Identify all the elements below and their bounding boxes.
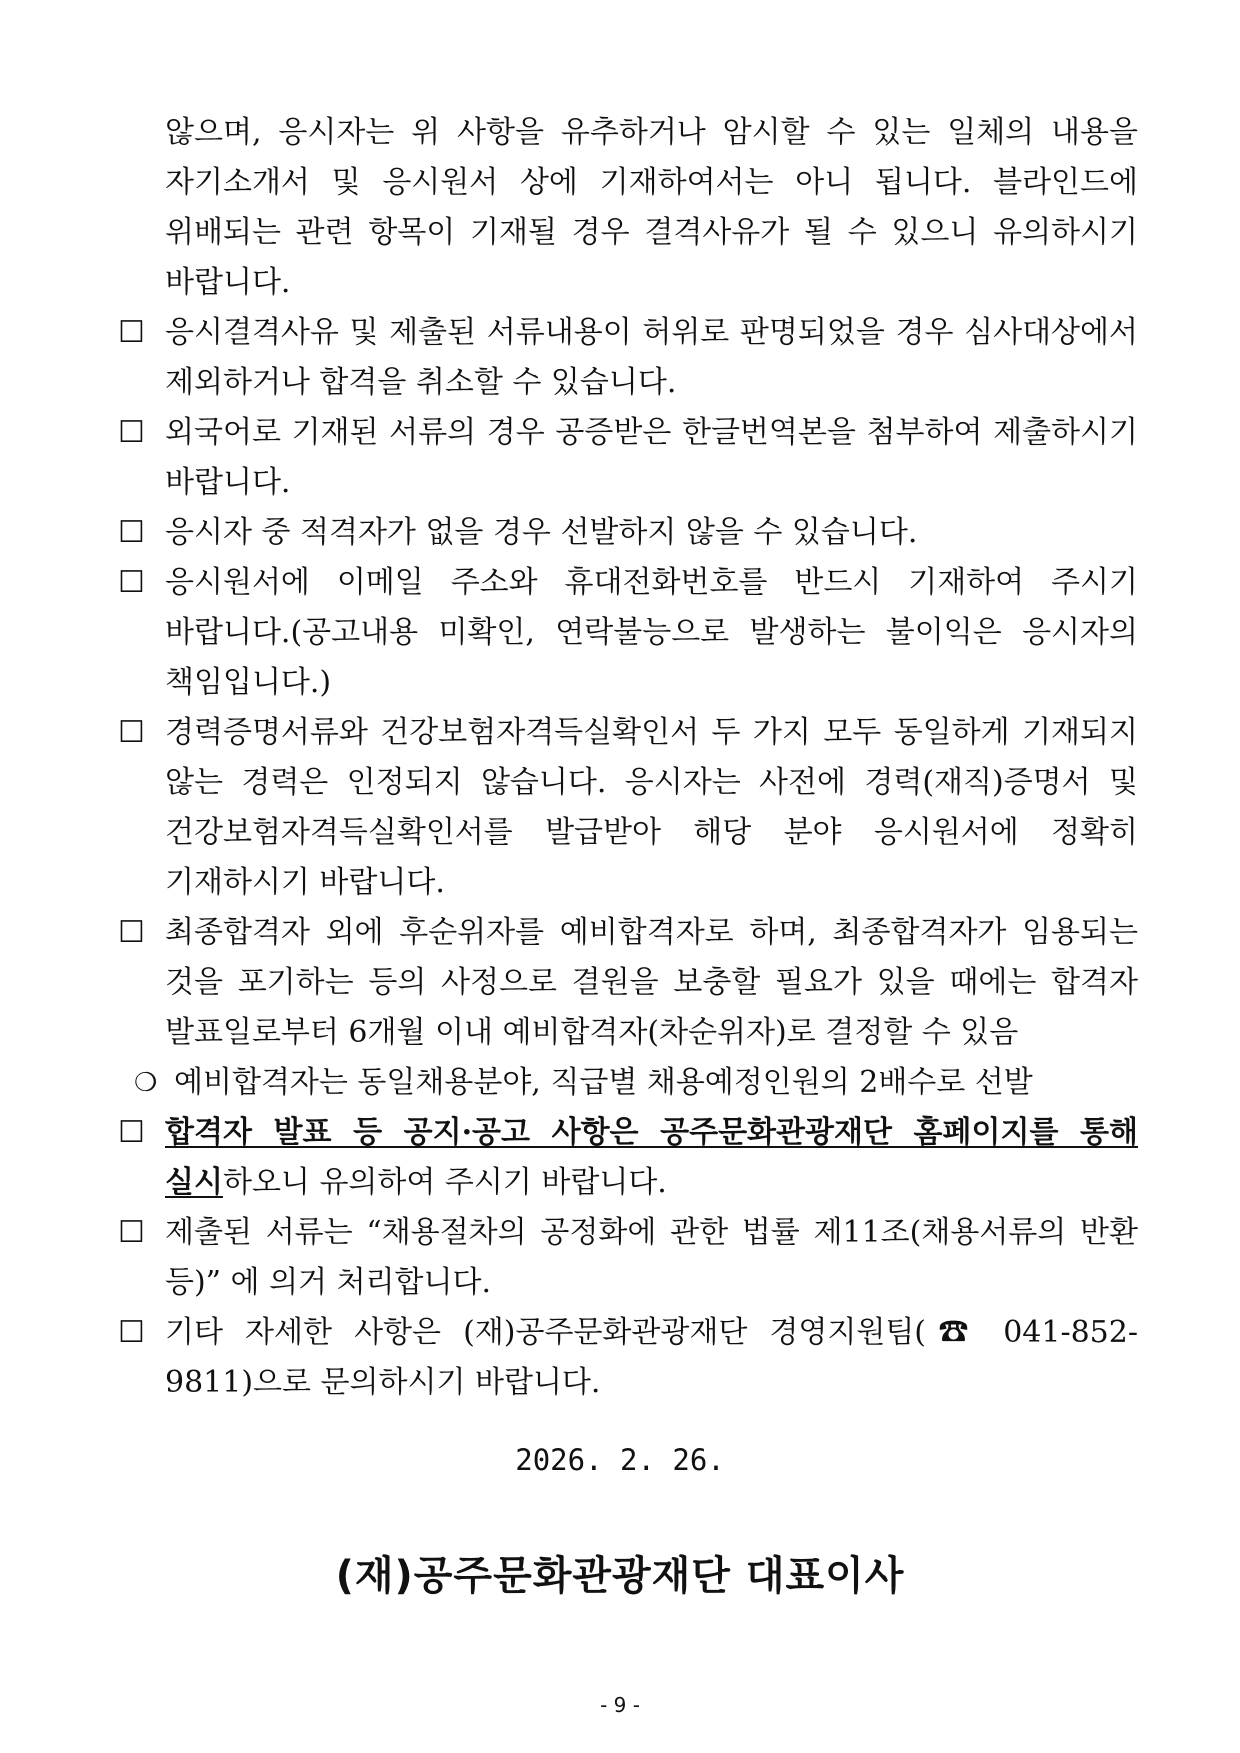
announcement-date: 2026. 2. 26. [515, 1443, 725, 1477]
notice-item [118, 1108, 1138, 1208]
circle-bullet-icon: ❍ [134, 1068, 158, 1098]
notice-item-rest-text: 하오니 유의하여 주시기 바랍니다. [222, 1165, 667, 1200]
notice-item-text: 응시결격사유 및 제출된 서류내용이 허위로 판명되었을 경우 심사대상에서 제외하거나 합격을 취소할 수 있습니다. [165, 315, 1138, 400]
notice-item-text: 외국어로 기재된 서류의 경우 공증받은 한글번역본을 첨부하여 제출하시기 바랍니다. [165, 415, 1138, 500]
page-number: - 9 - [600, 1693, 640, 1717]
checkbox-bullet-icon: ☐ [118, 915, 145, 950]
checkbox-bullet-icon: ☐ [118, 315, 145, 350]
notice-item-text: 최종합격자 외에 후순위자를 예비합격자로 하며, 최종합격자가 임용되는 것을 포기하는 등의 사정으로 결원을 보충할 필요가 있을 때에는 합격자 발표일로부터 6개월 이내 예비합격자(차순위자)로 결정할 수 있음 [165, 915, 1138, 1050]
checkbox-bullet-icon: ☐ [118, 1315, 145, 1350]
notice-item [118, 1208, 1138, 1308]
notice-sub-item [134, 1058, 1134, 1108]
notice-item-text: 제출된 서류는 “채용절차의 공정화에 관한 법률 제11조(채용서류의 반환 등)” 에 의거 처리합니다. [165, 1215, 1138, 1300]
checkbox-bullet-icon: ☐ [118, 565, 145, 600]
notice-item [118, 308, 1138, 408]
notice-item-text [165, 1108, 1138, 1208]
checkbox-bullet-icon: ☐ [118, 415, 145, 450]
continuation-paragraph [118, 108, 1138, 308]
issuer-signature: (재)공주문화관광재단 대표이사 [335, 1553, 905, 1599]
notice-item [118, 908, 1138, 1058]
notice-item-text: 응시원서에 이메일 주소와 휴대전화번호를 반드시 기재하여 주시기 바랍니다.(공고내용 미확인, 연락불능으로 발생하는 불이익은 응시자의 책임입니다.) [165, 565, 1138, 700]
checkbox-bullet-icon: ☐ [118, 1215, 145, 1250]
continuation-text: 않으며, 응시자는 위 사항을 유추하거나 암시할 수 있는 일체의 내용을 자기소개서 및 응시원서 상에 기재하여서는 아니 됩니다. 블라인드에 위배되는 관련 항목이 기재될 경우 결격사유가 될 수 있으니 유의하시기 바랍니다. [165, 115, 1138, 300]
notice-item-text: 경력증명서류와 건강보험자격득실확인서 두 가지 모두 동일하게 기재되지 않는 경력은 인정되지 않습니다. 응시자는 사전에 경력(재직)증명서 및 건강보험자격득실확인서를 발급받아 해당 분야 응시원서에 정확히 기재하시기 바랍니다. [165, 715, 1138, 900]
notice-item-text: 응시자 중 적격자가 없을 경우 선발하지 않을 수 있습니다. [165, 515, 918, 550]
checkbox-bullet-icon: ☐ [118, 1115, 145, 1150]
notice-item-text: 기타 자세한 사항은 (재)공주문화관광재단 경영지원팀(☎ 041-852-9811)으로 문의하시기 바랍니다. [165, 1315, 1138, 1400]
checkbox-bullet-icon: ☐ [118, 515, 145, 550]
notice-sub-item-text: 예비합격자는 동일채용분야, 직급별 채용예정인원의 2배수로 선발 [174, 1065, 1033, 1100]
notice-item [118, 558, 1138, 708]
notice-item [118, 408, 1138, 508]
emphasis-text: 합격자 발표 등 공지·공고 사항은 공주문화관광재단 홈페이지를 통해 실시 [165, 1115, 1138, 1200]
notice-item [118, 708, 1138, 908]
checkbox-bullet-icon: ☐ [118, 715, 145, 750]
notice-item [118, 508, 1138, 558]
notice-item [118, 1308, 1138, 1408]
